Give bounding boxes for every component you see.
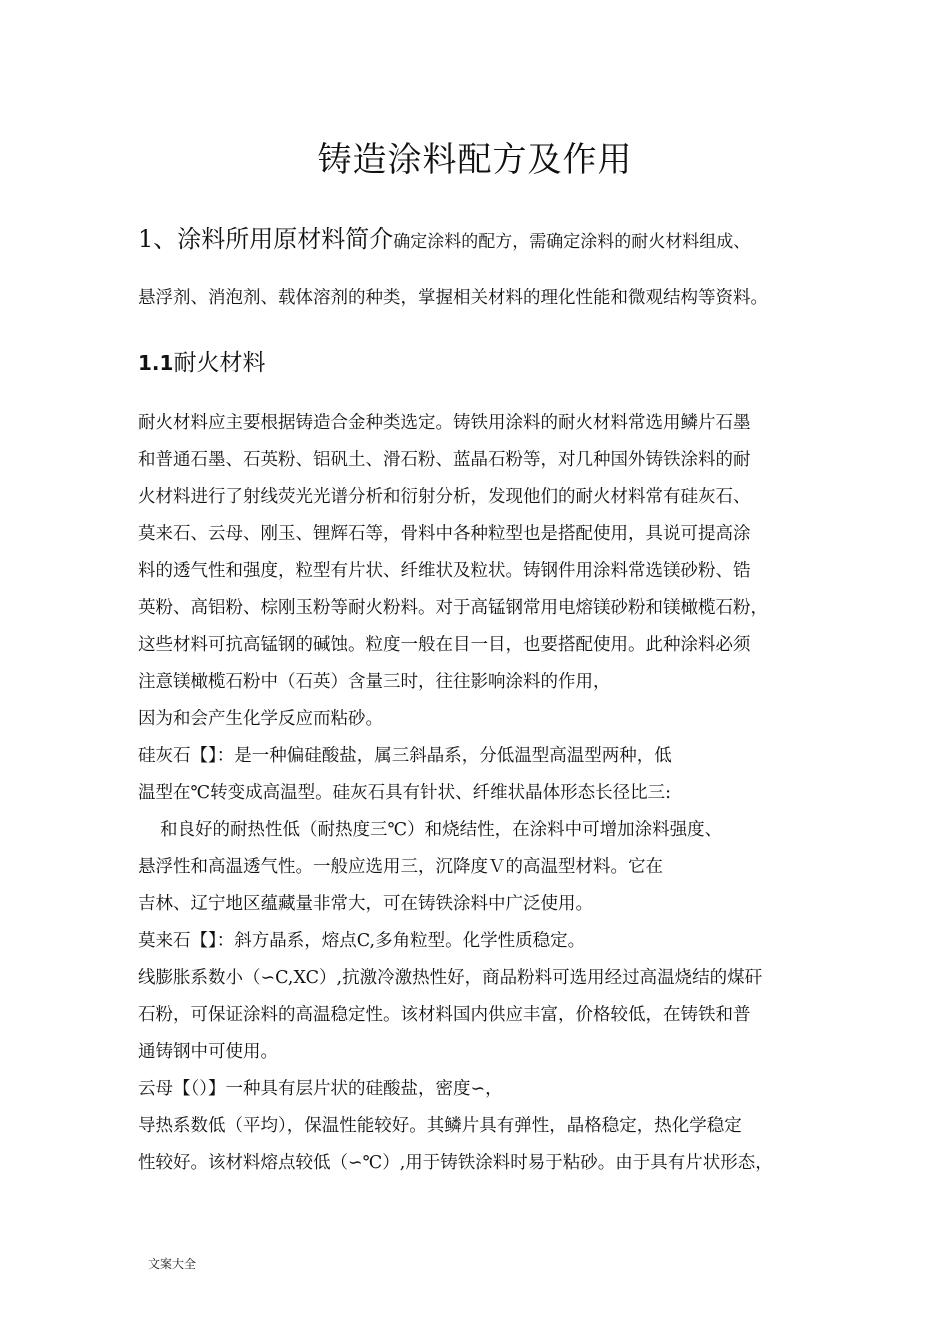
body-line: 吉林、辽宁地区蕴藏量非常大，可在铸铁涂料中广泛使用。 [138, 894, 593, 914]
section-1-heading: 1、涂料所用原材料简介 [138, 225, 394, 253]
body-line: 注意镁橄榄石粉中（石英）含量三时，往往影响涂料的作用， [138, 672, 611, 692]
body-line: 英粉、高铝粉、棕刚玉粉等耐火粉料。对于高锰钢常用电熔镁砂粉和镁橄榄石粉， [138, 598, 768, 618]
body-line: 和普通石墨、石英粉、铝矾土、滑石粉、蓝晶石粉等，对几种国外铸铁涂料的耐 [138, 450, 751, 470]
page-footer: 文案大全 [148, 1257, 197, 1271]
section-1-1-title: 耐火材料 [173, 350, 266, 376]
body-line: 这些材料可抗高锰钢的碱蚀。粒度一般在目一目，也要搭配使用。此种涂料必须 [138, 635, 751, 655]
body-line: 莫来石、云母、刚玉、锂辉石等，骨料中各种粒型也是搭配使用，具说可提高涂 [138, 524, 751, 544]
body-line: 莫来石【】：斜方晶系，熔点C,多角粒型。化学性质稳定。 [138, 931, 586, 951]
body-line: 和良好的耐热性低（耐热度三℃）和烧结性，在涂料中可增加涂料强度、 [160, 820, 723, 840]
body-line: 云母【（）】一种具有层片状的硅酸盐，密度∽， [138, 1079, 503, 1099]
body-line: 火材料进行了射线荧光光谱分析和衍射分析，发现他们的耐火材料常有硅灰石、 [138, 487, 751, 507]
section-1-intro-text: 确定涂料的配方，需确定涂料的耐火材料组成、 [393, 232, 751, 252]
body-line: 性较好。该材料熔点较低（∽℃）,用于铸铁涂料时易于粘砂。由于具有片状形态， [138, 1153, 773, 1173]
body-text [138, 405, 818, 1182]
section-1-1-number: 1.1 [138, 351, 174, 375]
body-line: 线膨胀系数小（∽C,XC）,抗激冷激热性好，商品粉料可选用经过高温烧结的煤矸 [138, 968, 763, 988]
section-1-text-line-2: 悬浮剂、消泡剂、载体溶剂的种类，掌握相关材料的理化性能和微观结构等资料。 [138, 288, 768, 308]
body-line: 耐火材料应主要根据铸造合金种类选定。铸铁用涂料的耐火材料常选用鳞片石墨 [138, 413, 751, 433]
document-title: 铸造涂料配方及作用 [317, 140, 633, 180]
body-line: 温型在℃转变成高温型。硅灰石具有针状、纤维状晶体形态长径比三: [138, 783, 671, 803]
body-line: 因为和会产生化学反应而粘砂。 [138, 709, 383, 729]
body-line: 导热系数低（平均），保温性能较好。其鳞片具有弹性，晶格稳定，热化学稳定 [138, 1116, 742, 1136]
body-line: 硅灰石【】：是一种偏硅酸盐，属三斜晶系，分低温型高温型两种，低 [138, 746, 672, 766]
body-line: 石粉，可保证涂料的高温稳定性。该材料国内供应丰富，价格较低，在铸铁和普 [138, 1005, 751, 1025]
body-line: 悬浮性和高温透气性。一般应选用三，沉降度Ｖ的高温型材料。它在 [138, 857, 663, 877]
body-line: 料的透气性和强度，粒型有片状、纤维状及粒状。铸钢件用涂料常选镁砂粉、锆 [138, 561, 751, 581]
section-1-heading-line [138, 219, 838, 254]
body-line: 通铸钢中可使用。 [138, 1042, 278, 1062]
section-1-1-heading [138, 344, 265, 377]
